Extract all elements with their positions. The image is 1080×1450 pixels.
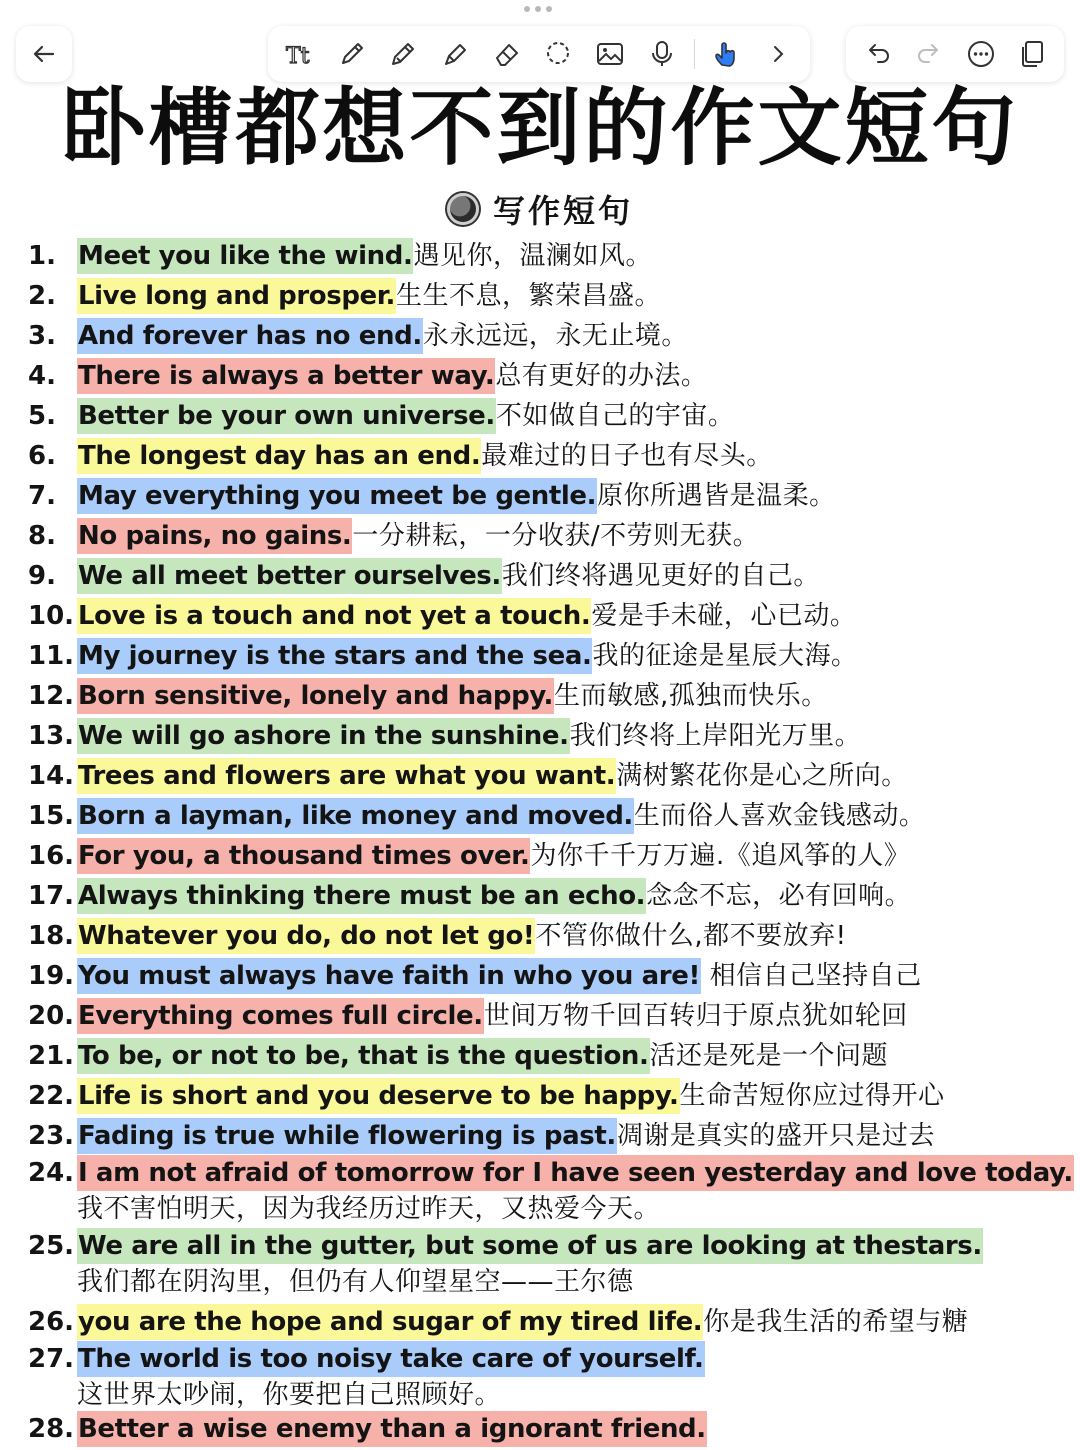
sentence-line (77, 1118, 935, 1157)
sentence-line (77, 878, 911, 917)
sentence-line (77, 1341, 705, 1380)
sentence-number: 10. (28, 601, 75, 631)
sentence-line (77, 718, 861, 757)
chinese-translation: 这世界太吵闹，你要把自己照顾好。 (77, 1380, 502, 1410)
sentence-line (77, 398, 734, 437)
sentence-number: 8. (28, 521, 56, 551)
english-phrase: You must always have faith in who you are! (77, 958, 701, 994)
sentence-number: 27. (28, 1344, 75, 1374)
sentence-line (77, 278, 661, 317)
chinese-translation: 生而敏感,孤独而快乐。 (554, 681, 828, 711)
chinese-translation: 原你所遇皆是温柔。 (597, 481, 836, 511)
chinese-translation: 相信自己坚持自己 (700, 961, 922, 991)
chinese-translation: 满树繁花你是心之所向。 (616, 761, 908, 791)
sentence-number: 9. (28, 561, 56, 591)
sentence-number: 11. (28, 641, 75, 671)
chinese-translation: 我们都在阴沟里，但仍有人仰望星空——王尔德 (77, 1267, 634, 1297)
chinese-translation: 世间万物千回百转归于原点犹如轮回 (483, 1001, 908, 1031)
english-phrase: The world is too noisy take care of yourself. (77, 1341, 705, 1377)
chinese-translation: 不如做自己的宇宙。 (495, 401, 735, 431)
chinese-translation: 总有更好的办法。 (495, 361, 708, 391)
chinese-translation: 生生不息，繁荣昌盛。 (396, 281, 662, 311)
english-phrase: No pains, no gains. (77, 518, 352, 554)
sentence-line (77, 958, 922, 997)
sentence-line (77, 558, 820, 597)
english-phrase: Love is a touch and not yet a touch. (77, 598, 591, 634)
chinese-translation: 我不害怕明天，因为我经历过昨天，又热爱今天。 (77, 1194, 661, 1224)
english-phrase: There is always a better way. (77, 358, 495, 394)
chinese-translation: 我们终将上岸阳光万里。 (569, 721, 862, 751)
sentence-number: 24. (28, 1158, 75, 1188)
english-phrase: We are all in the gutter, but some of us are looking at thestars. (77, 1228, 983, 1264)
english-phrase: For you, a thousand times over. (77, 838, 530, 874)
chinese-translation: 为你千千万万遍.《追风筝的人》 (530, 841, 911, 871)
sentence-number: 7. (28, 481, 56, 511)
english-phrase: Meet you like the wind. (77, 238, 413, 274)
sentence-number: 15. (28, 801, 75, 831)
sentence-line (77, 638, 857, 677)
sentence-line (77, 1304, 968, 1343)
chinese-translation: 不管你做什么,都不要放弃! (535, 921, 847, 951)
sentence-line (77, 598, 856, 637)
english-phrase: Everything comes full circle. (77, 998, 484, 1034)
chinese-translation: 生而俗人喜欢金钱感动。 (633, 801, 926, 831)
page-title: 卧槽都想不到的作文短句 (61, 79, 1019, 177)
svg-text:Tt: Tt (285, 44, 310, 69)
english-phrase: To be, or not to be, that is the question. (77, 1038, 650, 1074)
english-phrase: May everything you meet be gentle. (77, 478, 597, 514)
sentence-line (77, 238, 652, 277)
english-phrase: We all meet better ourselves. (77, 558, 502, 594)
sentence-number: 22. (28, 1081, 75, 1111)
sentence-number: 1. (28, 241, 56, 271)
sentence-line (77, 838, 910, 877)
sentence-number: 26. (28, 1307, 75, 1337)
sentence-number: 19. (28, 961, 75, 991)
chinese-translation: 生命苦短你应过得开心 (679, 1081, 945, 1111)
sentence-number: 4. (28, 361, 56, 391)
sentence-line (77, 1078, 945, 1117)
english-phrase: My journey is the stars and the sea. (77, 638, 592, 674)
english-phrase: Better be your own universe. (77, 398, 496, 434)
english-phrase: you are the hope and sugar of my tired life. (77, 1304, 703, 1340)
sentence-line (77, 1228, 983, 1267)
sentence-line (77, 1155, 1074, 1194)
chinese-translation: 最难过的日子也有尽头。 (481, 441, 773, 471)
sentence-line (77, 478, 836, 517)
english-phrase: Fading is true while flowering is past. (77, 1118, 617, 1154)
english-phrase: The longest day has an end. (77, 438, 481, 474)
sentence-number: 13. (28, 721, 75, 751)
sentence-number: 12. (28, 681, 75, 711)
chinese-translation: 我的征途是星辰大海。 (592, 641, 858, 671)
sentence-number: 20. (28, 1001, 75, 1031)
sentence-number: 3. (28, 321, 56, 351)
sentence-line (77, 998, 908, 1037)
english-phrase: Always thinking there must be an echo. (77, 878, 646, 914)
sentence-line (77, 758, 908, 797)
sentence-line (77, 678, 828, 717)
sentence-number: 5. (28, 401, 56, 431)
english-phrase: Born sensitive, lonely and happy. (77, 678, 554, 714)
sentence-line (77, 1411, 707, 1450)
chinese-translation: 念念不忘，必有回响。 (646, 881, 912, 911)
section-heading-text: 写作短句 (492, 192, 633, 230)
english-phrase: Better a wise enemy than a ignorant friend. (77, 1411, 707, 1447)
chinese-translation: 活还是死是一个问题 (649, 1041, 889, 1071)
chinese-translation: 爱是手未碰，心已动。 (591, 601, 857, 631)
sentence-number: 21. (28, 1041, 75, 1071)
sentence-number: 2. (28, 281, 56, 311)
sentence-line (77, 518, 759, 557)
english-phrase: And forever has no end. (77, 318, 423, 354)
sentence-line (77, 1038, 888, 1077)
chinese-translation: 我们终将遇见更好的自己。 (501, 561, 820, 591)
sentence-number: 6. (28, 441, 56, 471)
sentence-number: 23. (28, 1121, 75, 1151)
sentence-line (77, 438, 773, 477)
chinese-translation: 一分耕耘，一分收获/不劳则无获。 (352, 521, 760, 551)
sentence-number: 16. (28, 841, 75, 871)
sentence-number: 28. (28, 1414, 75, 1444)
sentence-line (77, 798, 925, 837)
sentence-line (77, 318, 688, 357)
chinese-translation: 你是我生活的希望与糖 (703, 1307, 969, 1337)
english-phrase: Life is short and you deserve to be happy. (77, 1078, 680, 1114)
english-phrase: Trees and flowers are what you want. (77, 758, 616, 794)
sentence-number: 17. (28, 881, 75, 911)
sentence-line (77, 918, 847, 957)
chinese-translation: 永永远远，永无止境。 (422, 321, 688, 351)
chinese-translation: 遇见你，温澜如风。 (413, 241, 652, 271)
english-phrase: I am not afraid of tomorrow for I have seen yesterday and love today. (77, 1155, 1074, 1191)
english-phrase: Whatever you do, do not let go! (77, 918, 535, 954)
english-phrase: Born a layman, like money and moved. (77, 798, 634, 834)
sentence-number: 25. (28, 1231, 75, 1261)
sentence-number: 14. (28, 761, 75, 791)
sentence-line (77, 358, 707, 397)
english-phrase: We will go ashore in the sunshine. (77, 718, 570, 754)
sentence-number: 18. (28, 921, 75, 951)
chinese-translation: 凋谢是真实的盛开只是过去 (616, 1121, 935, 1151)
english-phrase: Live long and prosper. (77, 278, 396, 314)
